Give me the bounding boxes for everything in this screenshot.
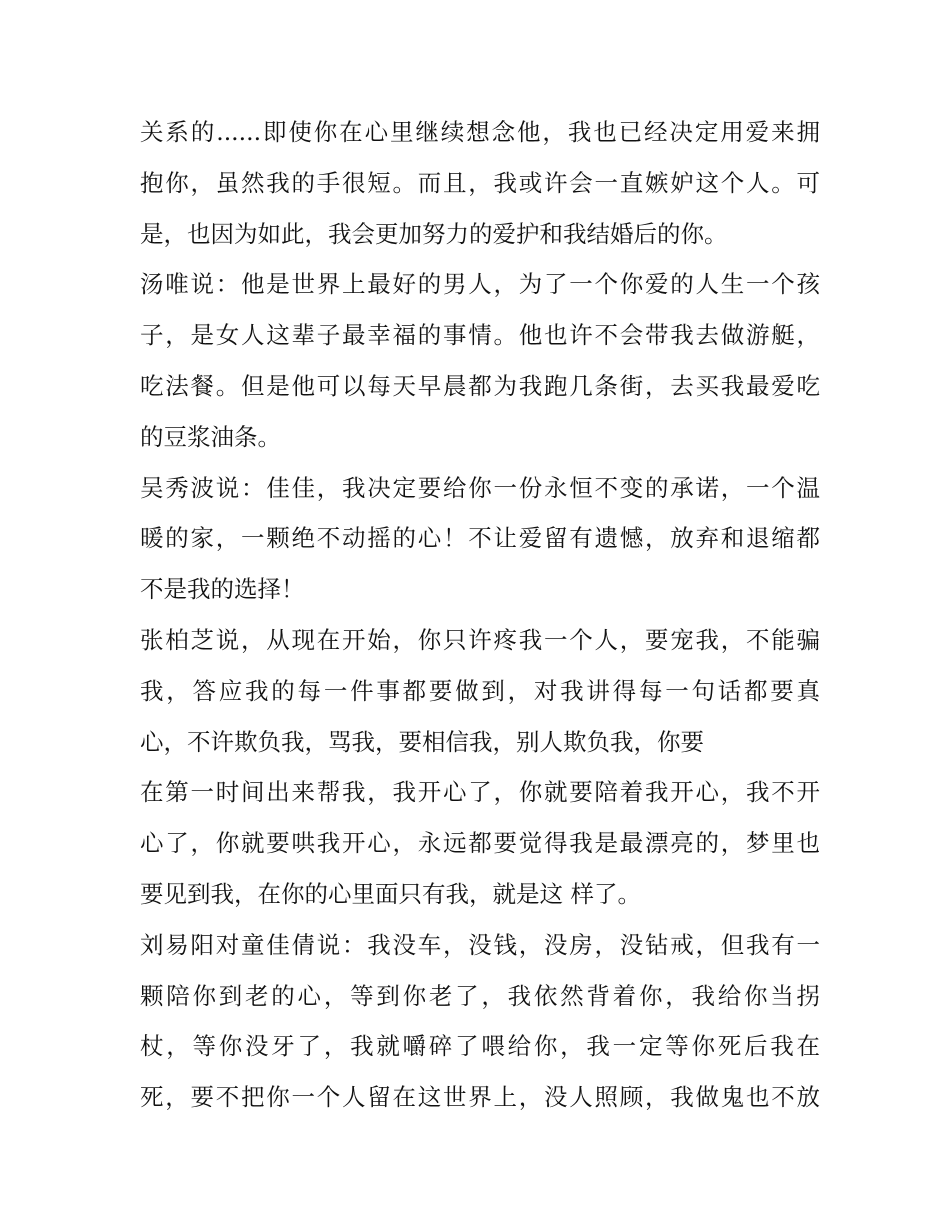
text-line: 吴秀波说：佳佳，我决定要给你一份永恒不变的承诺，一个温 (140, 473, 820, 502)
text-line: 吃法餐。但是他可以每天早晨都为我跑几条街，去买我最爱吃 (140, 371, 820, 400)
text-line: 汤唯说：他是世界上最好的男人，为了一个你爱的人生一个孩 (140, 270, 820, 299)
text-line: 暖的家，一颗绝不动摇的心！不让爱留有遗憾，放弃和退缩都 (140, 524, 820, 553)
body-text (140, 107, 820, 1123)
text-line: 抱你，虽然我的手很短。而且，我或许会一直嫉妒这个人。可 (140, 168, 820, 197)
text-line: 颗陪你到老的心，等到你老了，我依然背着你，我给你当拐 (140, 981, 820, 1010)
text-line: 在第一时间出来帮我，我开心了，你就要陪着我开心，我不开 (140, 778, 820, 807)
text-line: 子，是女人这辈子最幸福的事情。他也许不会带我去做游艇， (140, 321, 820, 350)
text-line: 不是我的选择！ (140, 575, 305, 604)
text-line: 要见到我，在你的心里面只有我，就是这 样了。 (140, 879, 641, 908)
text-line: 张柏芝说，从现在开始，你只许疼我一个人，要宠我，不能骗 (140, 625, 820, 654)
text-line: 心，不许欺负我，骂我，要相信我，别人欺负我，你要 (140, 727, 704, 756)
text-line: 我，答应我的每一件事都要做到，对我讲得每一句话都要真 (140, 676, 820, 705)
text-line: 心了，你就要哄我开心，永远都要觉得我是最漂亮的，梦里也 (140, 829, 820, 858)
text-line: 是，也因为如此，我会更加努力的爱护和我结婚后的你。 (140, 219, 728, 248)
text-line: 杖，等你没牙了，我就嚼碎了喂给你，我一定等你死后我在 (140, 1032, 820, 1061)
text-line: 关系的......即使你在心里继续想念他，我也已经决定用爱来拥 (140, 118, 820, 146)
text-line: 死，要不把你一个人留在这世界上，没人照顾，我做鬼也不放 (140, 1083, 820, 1112)
text-line: 的豆浆油条。 (140, 422, 281, 451)
text-line: 刘易阳对童佳倩说：我没车，没钱，没房，没钻戒，但我有一 (140, 930, 820, 959)
